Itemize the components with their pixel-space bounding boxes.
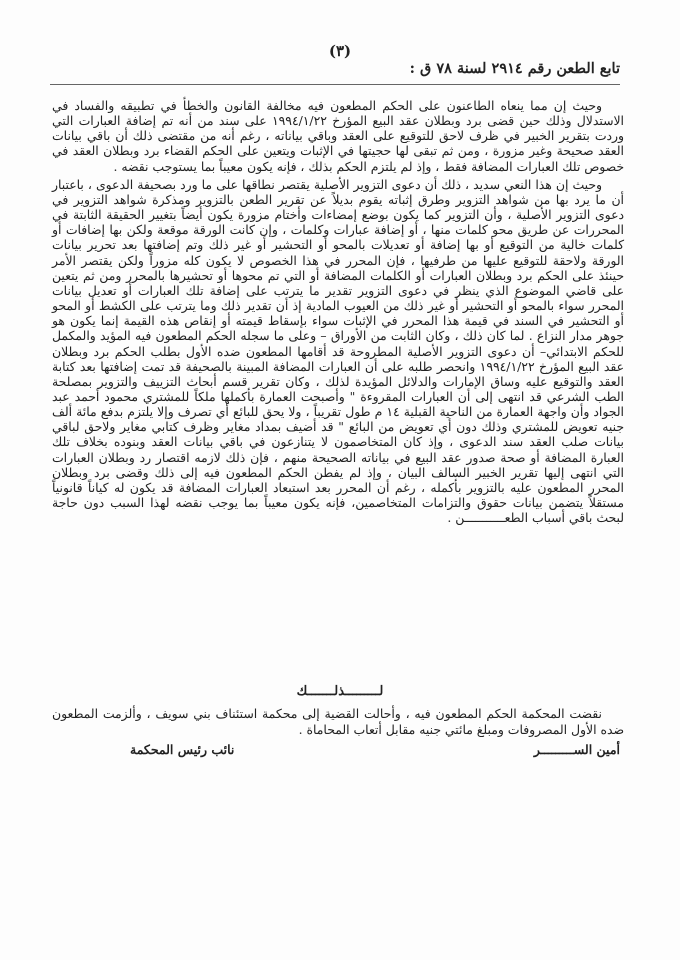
ruling-text: نقضت المحكمة الحكم المطعون فيه ، وأحالت القضية إلى محكمة استئناف بني سويف ، وألزمت المطعون ضده الأول المصروفات ومبلغ مائتي جنيه مقابل أتعاب المحاماة . — [52, 706, 624, 737]
signature-judge: نائب رئيس المحكمة — [130, 742, 235, 757]
header-divider — [50, 84, 620, 85]
paragraph-reasoning: وحيث إن هذا النعي سديد ، ذلك أن دعوى التزوير الأصلية يقتصر نطاقها على ما ورد بصحيفة الدعوى ، باعتبار أن ما يرد بها من شواهد التزوير وطرق إثباته يقوم بديلاً عن تقرير الطعن بالتزوير ومذكرة شواهد التزوير في دعوى التزوير الأصلية ، وأن التزوير كما يكون بوضع إمضاءات وأختام مزورة يكون أيضاً بتغيير الحقيقة الثابتة في المحررات عن طريق محو كلمات منها ، أو إضافة عبارات وكلمات ، وإن كانت الورقة موقعة ولكن بها إضافات أو كلمات خالية من التوقيع أو بها إضافة أو تعديلات بالمحو أو التحشير أو غير ذلك وتم إضافتها بعد تحرير بيانات الورقة ولاحقة للتوقيع عليها من طرفيها ، فإن المحرر في هذا الخصوص لا يكون كله مزوراً ولكن يقتصر الأمر حينئذ على الحكم برد وبطلان العبارات أو الكلمات المضافة أو التي تم محوها أو تحشيرها بالمحرر ومن ثم يتعين على قاضي الموضوع الذي ينظر في دعوى التزوير تقدير ما يترتب على إضافة تلك العبارات أو تعديل بيانات المحرر سواء بالمحو أو التحشير أو غير ذلك من العيوب المادية إذ أن تقدير ذلك وما يترتب على الكشط أو المحو أو التحشير في السند في قيمة هذا المحرر في الإثبات سواء بإسقاط قيمته أو إنقاص هذه القيمة إنما يكون هو جوهر مدار النزاع . لما كان ذلك ، وكان الثابت من الأوراق – وعلى ما سجله الحكم المطعون فيه المؤيد والمكمل للحكم الابتدائي– أن دعوى التزوير الأصلية المطروحة قد أقامها المطعون ضده الأول بطلب الحكم برد وبطلان عقد البيع المؤرخ ١٩٩٤/١/٢٢ وانحصر طلبه على أن العبارات المضافة المبينة بالصحيفة قد تمت إضافتها بعد كتابة العقد والتوقيع عليه وساق الإمارات والدلائل المؤيدة لذلك ، وكان تقرير قسم أبحاث التزييف والتزوير بمصلحة الطب الشرعي قد انتهى إلى أن العبارات المقروءة " وأصبحت العمارة بأكملها ملكاً للمشتري محمود أحمد عبد الجواد وأن واجهة العمارة من الناحية القبلية ١٤ م طول تقريباً ، ولا يحق للبائع أي تصرف وإلا يلتزم بدفع مائة ألف جنيه تعويض للمشتري وذلك دون أي تعويض من البائع " قد أضيف بمداد مغاير وظرف كتابي مغاير ولاحق لباقي بيانات صلب العقد سند الدعوى ، وإذ كان المتخاصمون لا يتنازعون في باقي بيانات العقد وبنوده بخلاف تلك العبارة المضافة أو صحة صدور عقد البيع في بياناته الصحيحة منهم ، فإن ذلك لازمه اقتصار رد وبطلان العبارات التي انتهى إليها تقرير الخبير السالف البيان ، وإذ لم يفطن الحكم المطعون فيه إلى ذلك وقضى برد وبطلان المحرر المطعون عليه بالتزوير بأكمله ، رغم أن المحرر بعد استبعاد العبارات المضافة قد يكون له كياناً قانونياً مستقلاً يتضمن بيانات حقوق والتزامات المتخاصمين، فإنه يكون معيباً بما يوجب نقضه لهذا السبب دون حاجة لبحث باقي أسباب الطعـــــــــــن . — [52, 176, 624, 526]
case-header: تابع الطعن رقم ٢٩١٤ لسنة ٧٨ ق : — [409, 60, 620, 77]
signature-secretary: أمين الســـــــــر — [533, 742, 620, 757]
ruling-title: لـــــــــذلـــــــك — [296, 684, 384, 699]
paragraph-grounds: وحيث إن مما ينعاه الطاعنون على الحكم المطعون فيه مخالفة القانون والخطأ في تطبيقه والفساد في الاستدلال وذلك حين قضى برد وبطلان عقد البيع المؤرخ ١٩٩٤/١/٢٢ على سند من أنه تم إضافة العبارات التي وردت بتقرير الخبير في ظرف لاحق للتوقيع على العقد وباقي بياناته ، رغم أنه من مقتضى ذلك أن باقي بيانات العقد صحيحة وغير مزورة ، ومن ثم تبقى لها حجيتها في الإثبات ويتعين على الحكم القضاء برد وبطلان العقد في خصوص تلك العبارات المضافة فقط ، وإذ لم يلتزم الحكم بذلك ، فإنه يكون معيباً بما يستوجب نقضه . — [52, 98, 624, 174]
judgment-body — [52, 98, 624, 528]
page-number: (٣) — [328, 42, 352, 60]
ruling-section — [52, 706, 624, 737]
